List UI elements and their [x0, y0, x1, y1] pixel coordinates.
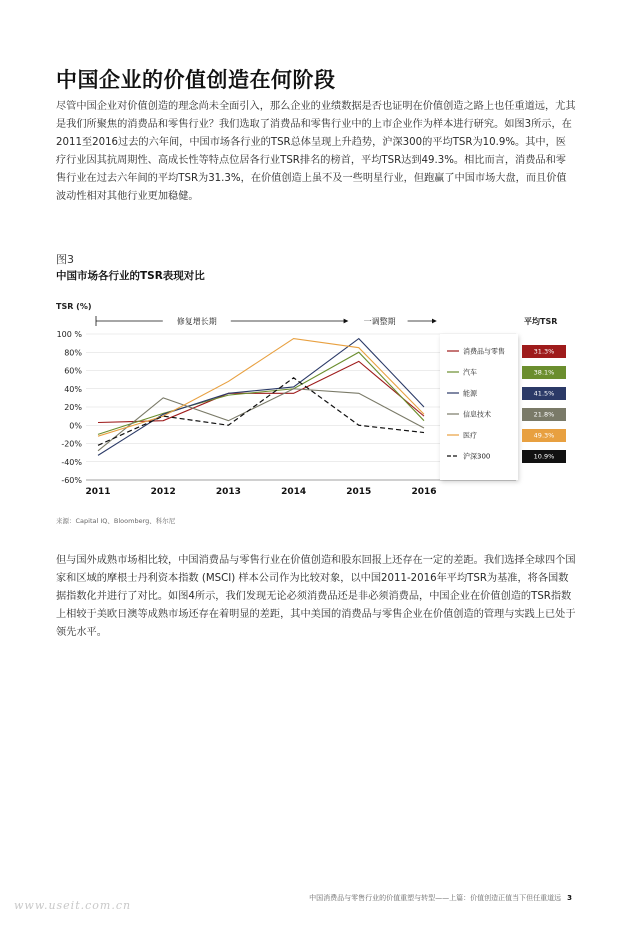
- figure-title: 中国市场各行业的TSR表现对比: [56, 270, 205, 282]
- avg-tsr-value: 10.9%: [533, 452, 555, 461]
- avg-tsr-value: 31.3%: [533, 347, 555, 356]
- phase-layer: [96, 316, 436, 326]
- footer-text: 中国消费品与零售行业的价值重塑与转型——上篇：价值创造正值当下但任重道远: [309, 894, 562, 902]
- intro-paragraph: 尽管中国企业对价值创造的理念尚未全面引入，那么企业的业绩数据是否也证明在价值创造之路上也任重道远，尤其是我们所聚焦的消费品和零售行业？我们选取了消费品和零售行业中的上市企业作为样本进行研究。如图3所示，在2011至2016过去的六年间，中国市场各行业的TSR总体呈现上升趋势，沪深300的平均TSR为10.9%。其中，医疗行业因其抗周期性、高成长性等特点位居各行业TSR排名的榜首，平均TSR达到49.3%。相比而言，消费品和零售行业在过去六年间的平均TSR为31.3%，在价值创造上虽不及一些明星行业，但跑赢了中国市场大盘，而且价值波动性相对其他行业更加稳健。: [56, 101, 576, 202]
- avg-tsr-value: 49.3%: [533, 431, 555, 440]
- x-tick-label: 2015: [346, 487, 372, 497]
- figure-label: 图3: [56, 253, 74, 266]
- legend-label: 消费品与零售: [463, 347, 505, 356]
- x-tick-label: 2011: [85, 487, 111, 497]
- page-footer: [309, 893, 572, 903]
- watermark: www.useit.com.cn: [14, 899, 132, 912]
- legend-label: 汽车: [463, 368, 477, 377]
- y-tick-label: 60%: [64, 366, 82, 376]
- x-tick-label: 2013: [215, 487, 241, 497]
- page-title: 中国企业的价值创造在何阶段: [56, 68, 336, 92]
- legend-label: 能源: [463, 389, 477, 398]
- y-tick-label: -20%: [61, 439, 82, 449]
- y-tick-label: -60%: [61, 476, 82, 485]
- avg-tsr-value: 21.8%: [533, 410, 555, 419]
- y-tick-label: -40%: [61, 457, 82, 467]
- legend-label: 信息技术: [463, 410, 491, 419]
- series-layer: [98, 339, 424, 456]
- badge-layer: [522, 345, 566, 463]
- x-tick-label: 2012: [150, 487, 176, 497]
- avg-tsr-value: 41.5%: [533, 389, 555, 398]
- phase-label: 修复增长期: [176, 317, 217, 326]
- y-tick-label: 100 %: [56, 330, 82, 339]
- legend-label: 沪深300: [463, 452, 491, 461]
- series-line: [98, 339, 424, 437]
- axis-layer: [57, 330, 437, 497]
- source-note: 来源：Capital IQ、Bloomberg、科尔尼: [56, 517, 176, 525]
- y-tick-label: 20%: [64, 403, 82, 412]
- x-tick-label: 2014: [281, 487, 307, 497]
- series-line: [98, 389, 424, 451]
- y-tick-label: 40%: [64, 384, 82, 394]
- page-number: 3: [567, 894, 572, 902]
- y-tick-label: 0%: [69, 421, 82, 431]
- avg-tsr-value: 38.1%: [533, 368, 555, 377]
- legend-label: 医疗: [463, 431, 477, 440]
- y-tick-label: 80%: [64, 348, 82, 358]
- comparison-paragraph: 但与国外成熟市场相比较，中国消费品与零售行业在价值创造和股东回报上还存在一定的差距。我们选择全球四个国家和区域的摩根士丹利资本指数 (MSCI) 样本公司作为比较对象，以中国2011-2016年平均TSR为基准，将各国数据指数化并进行了对比。如图4所示，我们发现无论必须消费品还是非必须消费品，中国企业在价值创造的TSR指数上相较于美欧日澳等成熟市场还存在着明显的差距，其中美国的消费品与零售企业在价值创造的管理与实践上已处于领先水平。: [56, 555, 576, 638]
- series-line: [98, 339, 424, 456]
- x-tick-label: 2016: [411, 487, 437, 497]
- legend-header: 平均TSR: [524, 317, 558, 326]
- y-axis-label: TSR (%): [56, 302, 92, 311]
- phase-label: 一调整期: [363, 317, 396, 326]
